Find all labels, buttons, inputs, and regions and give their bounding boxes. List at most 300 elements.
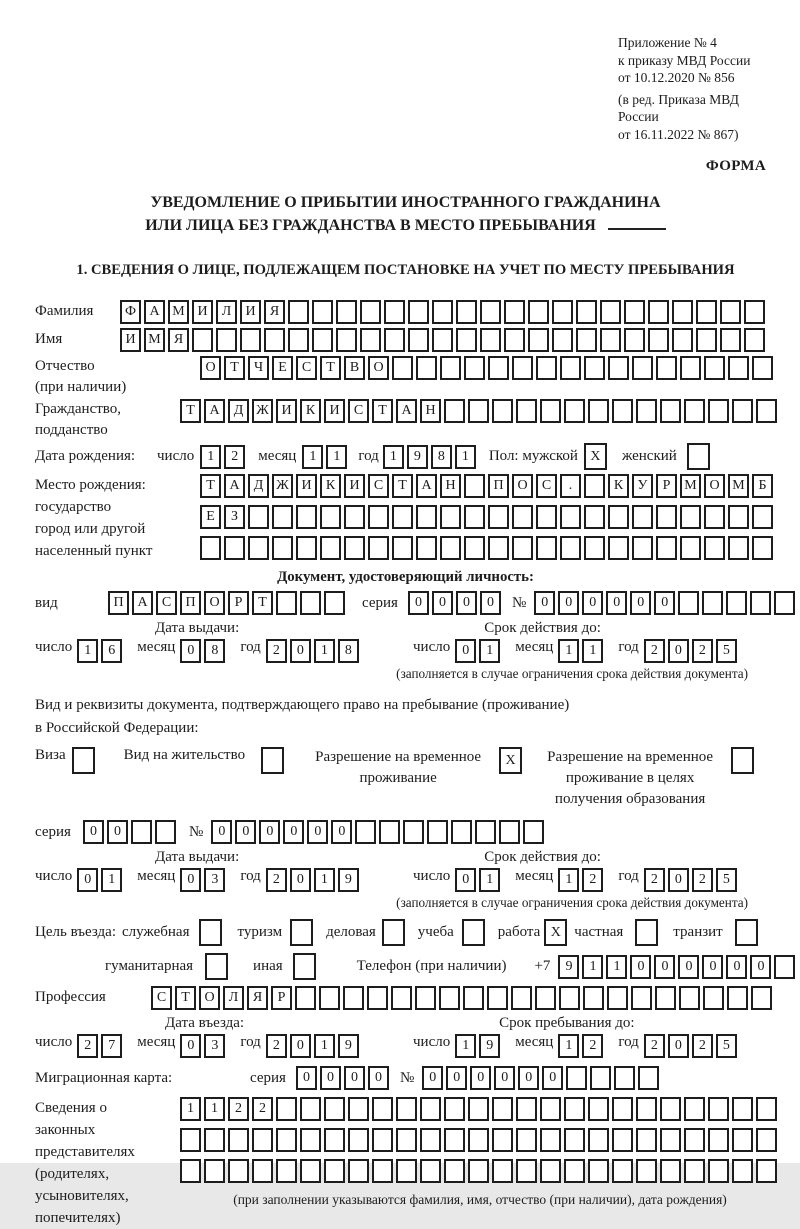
form-cell[interactable]: П bbox=[180, 591, 201, 615]
form-cell[interactable]: О bbox=[199, 986, 220, 1010]
form-cell[interactable]: 0 bbox=[668, 1034, 689, 1058]
form-cell[interactable] bbox=[488, 536, 509, 560]
form-cell[interactable] bbox=[631, 986, 652, 1010]
form-cell[interactable] bbox=[680, 356, 701, 380]
form-cell[interactable] bbox=[396, 1097, 417, 1121]
form-cell[interactable]: 5 bbox=[716, 1034, 737, 1058]
form-cell[interactable]: Я bbox=[247, 986, 268, 1010]
form-cell[interactable] bbox=[224, 536, 245, 560]
form-cell[interactable]: 1 bbox=[455, 445, 476, 469]
form-cell[interactable] bbox=[492, 399, 513, 423]
form-cell[interactable]: 2 bbox=[266, 1034, 287, 1058]
form-cell[interactable]: 0 bbox=[456, 591, 477, 615]
form-cell[interactable]: 0 bbox=[542, 1066, 563, 1090]
form-cell[interactable] bbox=[480, 328, 501, 352]
form-cell[interactable]: 1 bbox=[479, 868, 500, 892]
form-cell[interactable]: Л bbox=[223, 986, 244, 1010]
visa-checkbox[interactable] bbox=[72, 747, 98, 774]
form-cell[interactable] bbox=[656, 505, 677, 529]
form-cell[interactable] bbox=[240, 328, 261, 352]
form-cell[interactable] bbox=[276, 591, 297, 615]
form-cell[interactable] bbox=[348, 1159, 369, 1183]
form-cell[interactable] bbox=[204, 1159, 225, 1183]
form-cell[interactable] bbox=[703, 986, 724, 1010]
form-cell[interactable]: М bbox=[144, 328, 165, 352]
form-cell[interactable]: 0 bbox=[630, 955, 651, 979]
form-cell[interactable] bbox=[480, 300, 501, 324]
form-cell[interactable] bbox=[583, 986, 604, 1010]
form-cell[interactable] bbox=[264, 328, 285, 352]
form-cell[interactable]: 0 bbox=[726, 955, 747, 979]
form-cell[interactable] bbox=[360, 328, 381, 352]
form-cell[interactable]: 1 bbox=[558, 639, 579, 663]
form-cell[interactable]: 2 bbox=[228, 1097, 249, 1121]
form-cell[interactable] bbox=[360, 300, 381, 324]
form-cell[interactable] bbox=[432, 328, 453, 352]
form-cell[interactable] bbox=[732, 1159, 753, 1183]
sex-female-checkbox[interactable] bbox=[687, 443, 713, 470]
purpose-tourism-checkbox[interactable] bbox=[290, 919, 316, 946]
form-cell[interactable]: Т bbox=[175, 986, 196, 1010]
form-cell[interactable] bbox=[680, 536, 701, 560]
form-cell[interactable]: 1 bbox=[582, 955, 603, 979]
form-cell[interactable] bbox=[403, 820, 424, 844]
form-cell[interactable] bbox=[704, 356, 725, 380]
form-cell[interactable] bbox=[131, 820, 152, 844]
purpose-official-checkbox[interactable] bbox=[199, 919, 225, 946]
form-cell[interactable]: 0 bbox=[290, 868, 311, 892]
form-cell[interactable] bbox=[523, 820, 544, 844]
form-cell[interactable]: 2 bbox=[692, 1034, 713, 1058]
form-cell[interactable] bbox=[319, 986, 340, 1010]
form-cell[interactable]: С bbox=[151, 986, 172, 1010]
form-cell[interactable]: Ж bbox=[272, 474, 293, 498]
form-cell[interactable]: 8 bbox=[204, 639, 225, 663]
form-cell[interactable] bbox=[756, 1159, 777, 1183]
form-cell[interactable] bbox=[468, 1128, 489, 1152]
form-cell[interactable] bbox=[728, 536, 749, 560]
form-cell[interactable] bbox=[415, 986, 436, 1010]
form-cell[interactable]: 0 bbox=[180, 639, 201, 663]
form-cell[interactable] bbox=[536, 536, 557, 560]
form-cell[interactable] bbox=[464, 356, 485, 380]
form-cell[interactable] bbox=[708, 1159, 729, 1183]
form-cell[interactable]: 0 bbox=[480, 591, 501, 615]
form-cell[interactable] bbox=[384, 300, 405, 324]
form-cell[interactable] bbox=[440, 536, 461, 560]
form-cell[interactable] bbox=[687, 443, 710, 470]
form-cell[interactable]: 1 bbox=[606, 955, 627, 979]
form-cell[interactable]: 1 bbox=[314, 868, 335, 892]
form-cell[interactable] bbox=[735, 919, 758, 946]
form-cell[interactable] bbox=[344, 536, 365, 560]
form-cell[interactable]: С bbox=[536, 474, 557, 498]
form-cell[interactable] bbox=[468, 1097, 489, 1121]
form-cell[interactable]: 2 bbox=[266, 639, 287, 663]
form-cell[interactable] bbox=[440, 505, 461, 529]
form-cell[interactable] bbox=[408, 328, 429, 352]
form-cell[interactable] bbox=[205, 953, 228, 980]
form-cell[interactable] bbox=[444, 1128, 465, 1152]
form-cell[interactable]: 0 bbox=[606, 591, 627, 615]
form-cell[interactable] bbox=[696, 300, 717, 324]
form-cell[interactable]: Ч bbox=[248, 356, 269, 380]
form-cell[interactable] bbox=[744, 328, 765, 352]
form-cell[interactable] bbox=[560, 505, 581, 529]
form-cell[interactable]: 0 bbox=[307, 820, 328, 844]
form-cell[interactable] bbox=[272, 505, 293, 529]
form-cell[interactable]: И bbox=[296, 474, 317, 498]
form-cell[interactable]: 0 bbox=[558, 591, 579, 615]
form-cell[interactable] bbox=[528, 300, 549, 324]
form-cell[interactable]: 9 bbox=[407, 445, 428, 469]
form-cell[interactable] bbox=[336, 300, 357, 324]
form-cell[interactable] bbox=[540, 399, 561, 423]
form-cell[interactable] bbox=[504, 300, 525, 324]
form-cell[interactable]: З bbox=[224, 505, 245, 529]
form-cell[interactable] bbox=[535, 986, 556, 1010]
form-cell[interactable]: 1 bbox=[326, 445, 347, 469]
form-cell[interactable] bbox=[720, 300, 741, 324]
form-cell[interactable]: А bbox=[204, 399, 225, 423]
form-cell[interactable] bbox=[180, 1128, 201, 1152]
form-cell[interactable]: 8 bbox=[338, 639, 359, 663]
form-cell[interactable]: И bbox=[344, 474, 365, 498]
form-cell[interactable] bbox=[276, 1128, 297, 1152]
form-cell[interactable]: Т bbox=[180, 399, 201, 423]
form-cell[interactable] bbox=[444, 1097, 465, 1121]
form-cell[interactable] bbox=[612, 1097, 633, 1121]
form-cell[interactable] bbox=[180, 1159, 201, 1183]
form-cell[interactable] bbox=[296, 536, 317, 560]
form-cell[interactable] bbox=[614, 1066, 635, 1090]
form-cell[interactable]: 2 bbox=[644, 639, 665, 663]
form-cell[interactable]: 0 bbox=[750, 955, 771, 979]
form-cell[interactable] bbox=[463, 986, 484, 1010]
form-cell[interactable]: 1 bbox=[558, 868, 579, 892]
form-cell[interactable] bbox=[656, 356, 677, 380]
form-cell[interactable] bbox=[468, 399, 489, 423]
form-cell[interactable] bbox=[564, 1128, 585, 1152]
form-cell[interactable] bbox=[276, 1097, 297, 1121]
form-cell[interactable] bbox=[372, 1159, 393, 1183]
form-cell[interactable] bbox=[444, 399, 465, 423]
form-cell[interactable]: 0 bbox=[455, 868, 476, 892]
form-cell[interactable]: 1 bbox=[204, 1097, 225, 1121]
form-cell[interactable]: X bbox=[584, 443, 607, 470]
form-cell[interactable] bbox=[464, 536, 485, 560]
form-cell[interactable] bbox=[300, 1097, 321, 1121]
form-cell[interactable] bbox=[635, 919, 658, 946]
purpose-transit-checkbox[interactable] bbox=[735, 919, 761, 946]
form-cell[interactable] bbox=[728, 356, 749, 380]
form-cell[interactable]: 0 bbox=[235, 820, 256, 844]
form-cell[interactable]: 1 bbox=[558, 1034, 579, 1058]
form-cell[interactable]: 5 bbox=[716, 639, 737, 663]
form-cell[interactable] bbox=[727, 986, 748, 1010]
form-cell[interactable] bbox=[272, 536, 293, 560]
form-cell[interactable] bbox=[72, 747, 95, 774]
form-cell[interactable]: А bbox=[224, 474, 245, 498]
form-cell[interactable] bbox=[728, 505, 749, 529]
form-cell[interactable]: О bbox=[512, 474, 533, 498]
form-cell[interactable] bbox=[416, 356, 437, 380]
form-cell[interactable] bbox=[564, 1097, 585, 1121]
form-cell[interactable]: И bbox=[120, 328, 141, 352]
form-cell[interactable]: Б bbox=[752, 474, 773, 498]
form-cell[interactable] bbox=[300, 591, 321, 615]
form-cell[interactable] bbox=[731, 747, 754, 774]
form-cell[interactable]: 7 bbox=[101, 1034, 122, 1058]
form-cell[interactable] bbox=[608, 505, 629, 529]
purpose-business-checkbox[interactable] bbox=[382, 919, 408, 946]
form-cell[interactable] bbox=[756, 1128, 777, 1152]
form-cell[interactable] bbox=[516, 1128, 537, 1152]
form-cell[interactable] bbox=[684, 1159, 705, 1183]
form-cell[interactable] bbox=[684, 1128, 705, 1152]
form-cell[interactable]: И bbox=[192, 300, 213, 324]
form-cell[interactable]: 0 bbox=[422, 1066, 443, 1090]
form-cell[interactable] bbox=[632, 356, 653, 380]
form-cell[interactable] bbox=[636, 1097, 657, 1121]
form-cell[interactable]: 0 bbox=[368, 1066, 389, 1090]
form-cell[interactable] bbox=[632, 505, 653, 529]
form-cell[interactable]: 0 bbox=[290, 639, 311, 663]
form-cell[interactable] bbox=[774, 955, 795, 979]
form-cell[interactable] bbox=[324, 1159, 345, 1183]
form-cell[interactable] bbox=[348, 1128, 369, 1152]
form-cell[interactable] bbox=[324, 1128, 345, 1152]
form-cell[interactable]: Л bbox=[216, 300, 237, 324]
form-cell[interactable] bbox=[516, 1097, 537, 1121]
form-cell[interactable] bbox=[540, 1097, 561, 1121]
form-cell[interactable] bbox=[432, 300, 453, 324]
form-cell[interactable]: 2 bbox=[644, 868, 665, 892]
form-cell[interactable] bbox=[392, 356, 413, 380]
form-cell[interactable] bbox=[750, 591, 771, 615]
form-cell[interactable]: К bbox=[320, 474, 341, 498]
form-cell[interactable]: Я bbox=[168, 328, 189, 352]
form-cell[interactable] bbox=[384, 328, 405, 352]
form-cell[interactable]: 2 bbox=[252, 1097, 273, 1121]
form-cell[interactable]: 0 bbox=[494, 1066, 515, 1090]
form-cell[interactable] bbox=[588, 399, 609, 423]
form-cell[interactable] bbox=[624, 328, 645, 352]
form-cell[interactable]: 1 bbox=[200, 445, 221, 469]
form-cell[interactable] bbox=[382, 919, 405, 946]
form-cell[interactable]: 2 bbox=[692, 639, 713, 663]
form-cell[interactable] bbox=[392, 505, 413, 529]
form-cell[interactable] bbox=[475, 820, 496, 844]
form-cell[interactable]: 1 bbox=[77, 639, 98, 663]
form-cell[interactable] bbox=[588, 1128, 609, 1152]
form-cell[interactable] bbox=[584, 536, 605, 560]
form-cell[interactable]: 0 bbox=[211, 820, 232, 844]
form-cell[interactable] bbox=[372, 1097, 393, 1121]
residence-permit-checkbox[interactable] bbox=[261, 747, 287, 774]
form-cell[interactable] bbox=[708, 1097, 729, 1121]
purpose-humanitarian-checkbox[interactable] bbox=[205, 953, 231, 980]
form-cell[interactable] bbox=[343, 986, 364, 1010]
form-cell[interactable] bbox=[192, 328, 213, 352]
form-cell[interactable] bbox=[204, 1128, 225, 1152]
form-cell[interactable]: Р bbox=[656, 474, 677, 498]
form-cell[interactable] bbox=[584, 356, 605, 380]
form-cell[interactable]: Н bbox=[420, 399, 441, 423]
form-cell[interactable]: 0 bbox=[83, 820, 104, 844]
form-cell[interactable]: 9 bbox=[338, 1034, 359, 1058]
form-cell[interactable]: 0 bbox=[408, 591, 429, 615]
form-cell[interactable]: 2 bbox=[692, 868, 713, 892]
form-cell[interactable] bbox=[638, 1066, 659, 1090]
form-cell[interactable]: И bbox=[240, 300, 261, 324]
form-cell[interactable] bbox=[464, 474, 485, 498]
form-cell[interactable] bbox=[420, 1097, 441, 1121]
form-cell[interactable] bbox=[336, 328, 357, 352]
form-cell[interactable] bbox=[566, 1066, 587, 1090]
form-cell[interactable]: А bbox=[144, 300, 165, 324]
form-cell[interactable]: X bbox=[499, 747, 522, 774]
form-cell[interactable] bbox=[488, 505, 509, 529]
form-cell[interactable] bbox=[451, 820, 472, 844]
form-cell[interactable]: 2 bbox=[266, 868, 287, 892]
form-cell[interactable] bbox=[588, 1097, 609, 1121]
form-cell[interactable] bbox=[752, 536, 773, 560]
form-cell[interactable]: О bbox=[704, 474, 725, 498]
form-cell[interactable] bbox=[756, 399, 777, 423]
form-cell[interactable]: И bbox=[324, 399, 345, 423]
form-cell[interactable] bbox=[199, 919, 222, 946]
form-cell[interactable] bbox=[468, 1159, 489, 1183]
form-cell[interactable]: 0 bbox=[702, 955, 723, 979]
purpose-study-checkbox[interactable] bbox=[462, 919, 488, 946]
form-cell[interactable]: Я bbox=[264, 300, 285, 324]
form-cell[interactable] bbox=[636, 1159, 657, 1183]
form-cell[interactable]: Р bbox=[228, 591, 249, 615]
form-cell[interactable]: 1 bbox=[101, 868, 122, 892]
form-cell[interactable] bbox=[368, 505, 389, 529]
form-cell[interactable] bbox=[660, 1128, 681, 1152]
form-cell[interactable]: Д bbox=[248, 474, 269, 498]
form-cell[interactable]: М bbox=[168, 300, 189, 324]
form-cell[interactable]: 0 bbox=[678, 955, 699, 979]
form-cell[interactable] bbox=[487, 986, 508, 1010]
form-cell[interactable]: Т bbox=[200, 474, 221, 498]
form-cell[interactable]: 1 bbox=[314, 1034, 335, 1058]
form-cell[interactable] bbox=[540, 1159, 561, 1183]
form-cell[interactable] bbox=[396, 1159, 417, 1183]
form-cell[interactable]: 0 bbox=[446, 1066, 467, 1090]
form-cell[interactable]: 0 bbox=[180, 868, 201, 892]
form-cell[interactable] bbox=[512, 505, 533, 529]
form-cell[interactable]: 0 bbox=[283, 820, 304, 844]
form-cell[interactable]: 9 bbox=[338, 868, 359, 892]
form-cell[interactable] bbox=[612, 399, 633, 423]
form-cell[interactable] bbox=[416, 536, 437, 560]
form-cell[interactable]: 1 bbox=[180, 1097, 201, 1121]
form-cell[interactable]: П bbox=[108, 591, 129, 615]
form-cell[interactable] bbox=[720, 328, 741, 352]
form-cell[interactable] bbox=[228, 1128, 249, 1152]
form-cell[interactable] bbox=[564, 1159, 585, 1183]
form-cell[interactable]: Ф bbox=[120, 300, 141, 324]
form-cell[interactable] bbox=[552, 328, 573, 352]
form-cell[interactable] bbox=[293, 953, 316, 980]
form-cell[interactable]: 0 bbox=[534, 591, 555, 615]
form-cell[interactable] bbox=[636, 1128, 657, 1152]
form-cell[interactable]: 0 bbox=[344, 1066, 365, 1090]
form-cell[interactable] bbox=[252, 1128, 273, 1152]
form-cell[interactable] bbox=[295, 986, 316, 1010]
form-cell[interactable]: 1 bbox=[314, 639, 335, 663]
form-cell[interactable] bbox=[512, 536, 533, 560]
form-cell[interactable] bbox=[367, 986, 388, 1010]
form-cell[interactable] bbox=[584, 474, 605, 498]
form-cell[interactable] bbox=[528, 328, 549, 352]
form-cell[interactable]: 0 bbox=[654, 955, 675, 979]
form-cell[interactable]: 3 bbox=[204, 1034, 225, 1058]
form-cell[interactable] bbox=[516, 399, 537, 423]
form-cell[interactable]: Ж bbox=[252, 399, 273, 423]
form-cell[interactable]: 0 bbox=[668, 868, 689, 892]
form-cell[interactable]: 9 bbox=[479, 1034, 500, 1058]
form-cell[interactable]: 0 bbox=[582, 591, 603, 615]
form-cell[interactable]: 0 bbox=[259, 820, 280, 844]
form-cell[interactable] bbox=[312, 328, 333, 352]
form-cell[interactable]: 5 bbox=[716, 868, 737, 892]
form-cell[interactable] bbox=[744, 300, 765, 324]
form-cell[interactable] bbox=[504, 328, 525, 352]
form-cell[interactable]: 1 bbox=[302, 445, 323, 469]
form-cell[interactable] bbox=[536, 356, 557, 380]
form-cell[interactable] bbox=[708, 1128, 729, 1152]
form-cell[interactable]: А bbox=[416, 474, 437, 498]
form-cell[interactable] bbox=[372, 1128, 393, 1152]
form-cell[interactable] bbox=[590, 1066, 611, 1090]
form-cell[interactable] bbox=[200, 536, 221, 560]
form-cell[interactable]: 0 bbox=[432, 591, 453, 615]
form-cell[interactable] bbox=[672, 328, 693, 352]
form-cell[interactable]: Р bbox=[271, 986, 292, 1010]
form-cell[interactable]: Т bbox=[224, 356, 245, 380]
form-cell[interactable] bbox=[774, 591, 795, 615]
form-cell[interactable] bbox=[732, 1097, 753, 1121]
form-cell[interactable] bbox=[228, 1159, 249, 1183]
form-cell[interactable]: X bbox=[544, 919, 567, 946]
form-cell[interactable]: К bbox=[300, 399, 321, 423]
form-cell[interactable] bbox=[155, 820, 176, 844]
form-cell[interactable]: 1 bbox=[582, 639, 603, 663]
form-cell[interactable]: 0 bbox=[296, 1066, 317, 1090]
form-cell[interactable] bbox=[600, 328, 621, 352]
form-cell[interactable] bbox=[320, 505, 341, 529]
form-cell[interactable] bbox=[288, 300, 309, 324]
form-cell[interactable] bbox=[516, 1159, 537, 1183]
form-cell[interactable]: П bbox=[488, 474, 509, 498]
purpose-work-checkbox[interactable] bbox=[544, 919, 570, 946]
form-cell[interactable]: 1 bbox=[383, 445, 404, 469]
form-cell[interactable] bbox=[696, 328, 717, 352]
sex-male-checkbox[interactable] bbox=[584, 443, 610, 470]
form-cell[interactable]: Д bbox=[228, 399, 249, 423]
form-cell[interactable]: 0 bbox=[668, 639, 689, 663]
form-cell[interactable] bbox=[248, 505, 269, 529]
form-cell[interactable] bbox=[499, 820, 520, 844]
form-cell[interactable] bbox=[648, 300, 669, 324]
form-cell[interactable] bbox=[512, 356, 533, 380]
form-cell[interactable] bbox=[511, 986, 532, 1010]
form-cell[interactable] bbox=[492, 1128, 513, 1152]
